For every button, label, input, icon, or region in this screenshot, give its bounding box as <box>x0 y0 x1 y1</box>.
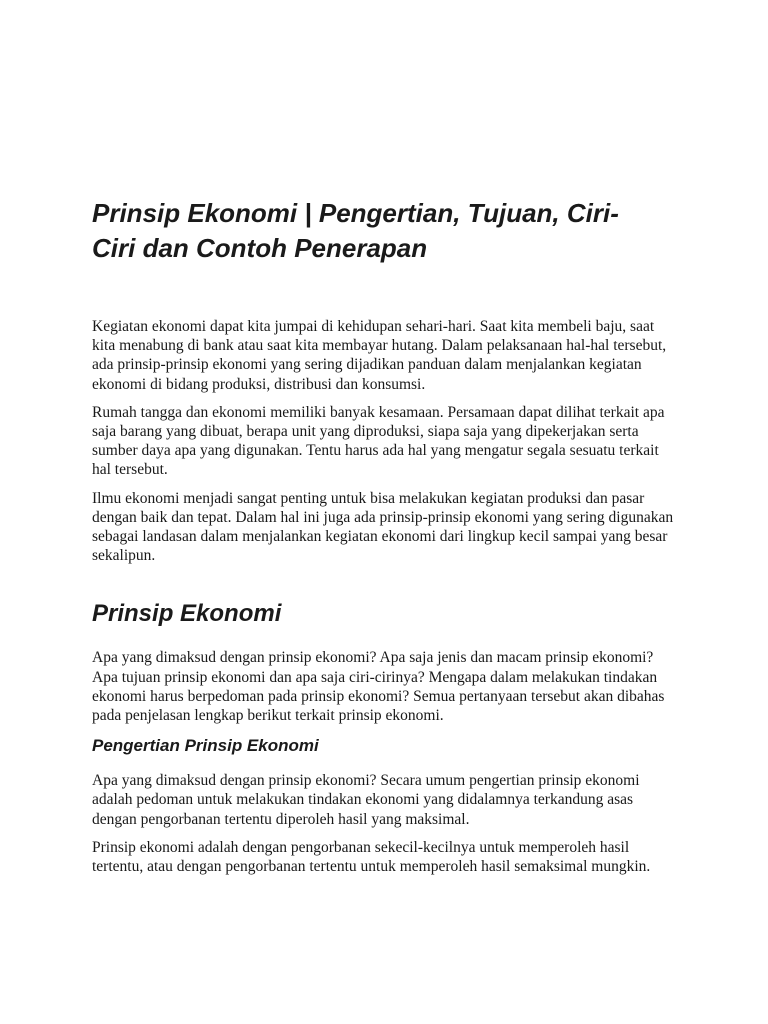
section-paragraph-1: Apa yang dimaksud dengan prinsip ekonomi? Apa saja jenis dan macam prinsip ekonomi? Apa tujuan prinsip ekonomi dan apa saja ciri-cirinya? Mengapa dalam melakukan tindakan ekonomi harus berpedoman pada prinsip ekonomi? Semua pertanyaan tersebut akan dibahas pada penjelasan lengkap berikut terkait prinsip ekonomi. <box>92 649 665 725</box>
document-title: Prinsip Ekonomi | Pengertian, Tujuan, Ciri-Ciri dan Contoh Penerapan <box>92 198 619 263</box>
subsection-paragraph-2: Prinsip ekonomi adalah dengan pengorbanan sekecil-kecilnya untuk memperoleh hasil tertentu, atau dengan pengorbanan tertentu untuk memperoleh hasil semaksimal mungkin. <box>92 838 651 876</box>
intro-paragraph-3: Ilmu ekonomi menjadi sangat penting untuk bisa melakukan kegiatan produksi dan pasar dengan baik dan tepat. Dalam hal ini juga ada prinsip-prinsip ekonomi yang sering digunakan sebagai landasan dalam menjalankan kegiatan ekonomi dari lingkup kecil sampai yang besar sekalipun. <box>92 489 674 565</box>
subsection-paragraph-1: Apa yang dimaksud dengan prinsip ekonomi? Secara umum pengertian prinsip ekonomi adalah pedoman untuk melakukan tindakan ekonomi yang didalamnya terkandung asas dengan pengorbanan tertentu diperoleh hasil yang maksimal. <box>92 772 640 828</box>
intro-paragraph-2: Rumah tangga dan ekonomi memiliki banyak kesamaan. Persamaan dapat dilihat terkait apa saja barang yang dibuat, berapa unit yang diproduksi, siapa saja yang dipekerjakan serta sumber daya apa yang digunakan. Tentu harus ada hal yang mengatur segala sesuatu terkait hal tersebut. <box>92 403 665 479</box>
section-heading-prinsip-ekonomi: Prinsip Ekonomi <box>92 600 282 628</box>
subsection-heading-pengertian-prinsip-ekonomi: Pengertian Prinsip Ekonomi <box>92 736 319 756</box>
intro-paragraph-1: Kegiatan ekonomi dapat kita jumpai di kehidupan sehari-hari. Saat kita membeli baju, saat kita menabung di bank atau saat kita membayar hutang. Dalam pelaksanaan hal-hal tersebut, ada prinsip-prinsip ekonomi yang sering dijadikan panduan dalam menjalankan kegiatan ekonomi di bidang produksi, distribusi dan konsumsi. <box>92 318 667 393</box>
